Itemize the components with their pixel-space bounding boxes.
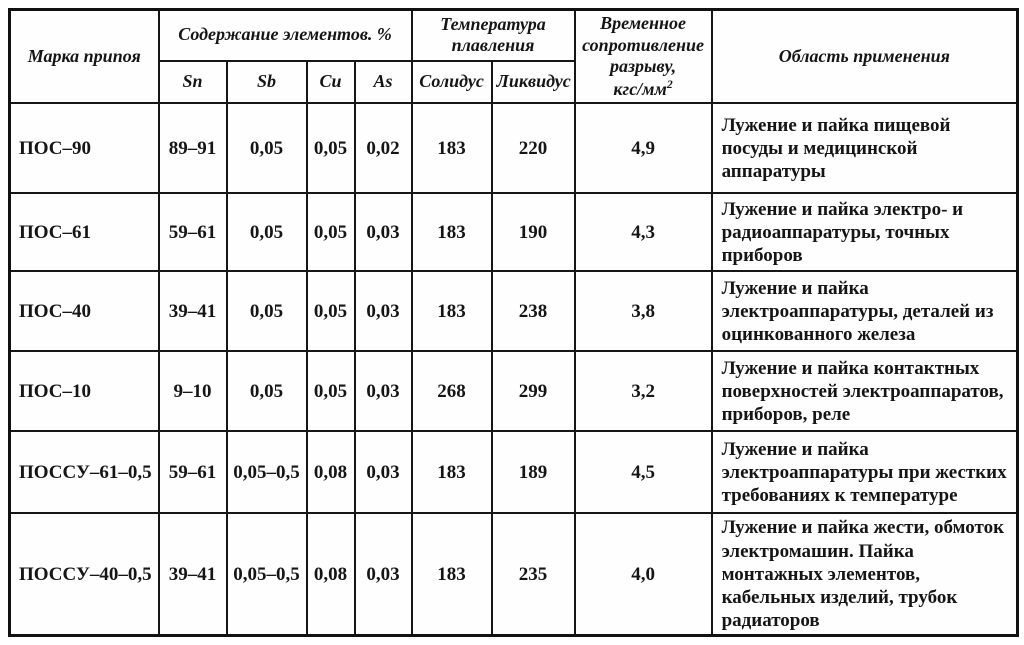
table-header [10, 10, 1018, 104]
cell-cu: 0,08 [307, 431, 355, 513]
table-row [10, 513, 1018, 635]
table-row [10, 193, 1018, 271]
table-row [10, 271, 1018, 351]
cell-mark: ПОС–40 [10, 271, 159, 351]
cell-solidus: 268 [412, 351, 492, 431]
cell-sb: 0,05–0,5 [227, 431, 307, 513]
cell-as: 0,03 [355, 351, 412, 431]
col-header-melting-group: Температура плавления [412, 10, 575, 61]
cell-application: Лужение и пайка электро- и радиоаппаратуры, точных приборов [712, 193, 1018, 271]
col-header-as: As [355, 61, 412, 104]
cell-solidus: 183 [412, 513, 492, 635]
table-row [10, 103, 1018, 193]
cell-sn: 9–10 [159, 351, 227, 431]
cell-cu: 0,05 [307, 351, 355, 431]
cell-solidus: 183 [412, 103, 492, 193]
cell-solidus: 183 [412, 271, 492, 351]
col-header-sn: Sn [159, 61, 227, 104]
cell-sn: 39–41 [159, 513, 227, 635]
cell-liquidus: 190 [492, 193, 575, 271]
cell-application: Лужение и пайка электроаппаратуры, деталей из оцинкованного железа [712, 271, 1018, 351]
col-header-cu: Cu [307, 61, 355, 104]
solder-grades-table [8, 8, 1019, 637]
cell-mark: ПОС–90 [10, 103, 159, 193]
cell-cu: 0,05 [307, 271, 355, 351]
cell-liquidus: 238 [492, 271, 575, 351]
col-header-solidus: Солидус [412, 61, 492, 104]
cell-application: Лужение и пайка пищевой посуды и медицинской аппаратуры [712, 103, 1018, 193]
strength-header-unit: кгс/$мм^2$ [613, 77, 673, 99]
cell-mark: ПОС–61 [10, 193, 159, 271]
strength-header-text: Временное сопротивление разрыву, [582, 13, 704, 77]
col-header-strength [575, 10, 712, 104]
cell-sb: 0,05 [227, 351, 307, 431]
col-header-liquidus: Ликвидус [492, 61, 575, 104]
cell-mark: ПОССУ–40–0,5 [10, 513, 159, 635]
cell-as: 0,03 [355, 431, 412, 513]
table-body [10, 103, 1018, 635]
cell-sn: 89–91 [159, 103, 227, 193]
cell-strength: 4,0 [575, 513, 712, 635]
cell-liquidus: 299 [492, 351, 575, 431]
cell-strength: 3,2 [575, 351, 712, 431]
cell-strength: 4,5 [575, 431, 712, 513]
cell-as: 0,02 [355, 103, 412, 193]
cell-as: 0,03 [355, 271, 412, 351]
cell-mark: ПОС–10 [10, 351, 159, 431]
cell-cu: 0,08 [307, 513, 355, 635]
cell-cu: 0,05 [307, 193, 355, 271]
col-header-sb: Sb [227, 61, 307, 104]
cell-sb: 0,05 [227, 193, 307, 271]
cell-sn: 39–41 [159, 271, 227, 351]
cell-application: Лужение и пайка контактных поверхностей электроаппаратов, приборов, реле [712, 351, 1018, 431]
cell-solidus: 183 [412, 193, 492, 271]
cell-application: Лужение и пайка электроаппаратуры при жестких требованиях к температуре [712, 431, 1018, 513]
cell-mark: ПОССУ–61–0,5 [10, 431, 159, 513]
cell-liquidus: 235 [492, 513, 575, 635]
cell-strength: 4,9 [575, 103, 712, 193]
cell-liquidus: 189 [492, 431, 575, 513]
cell-as: 0,03 [355, 513, 412, 635]
cell-solidus: 183 [412, 431, 492, 513]
cell-strength: 3,8 [575, 271, 712, 351]
cell-sb: 0,05 [227, 103, 307, 193]
cell-as: 0,03 [355, 193, 412, 271]
col-header-content-group: Содержание элементов. % [159, 10, 412, 61]
cell-sn: 59–61 [159, 431, 227, 513]
table-row [10, 431, 1018, 513]
cell-sb: 0,05–0,5 [227, 513, 307, 635]
cell-application: Лужение и пайка жести, обмоток электромашин. Пайка монтажных элементов, кабельных изделий, трубок радиаторов [712, 513, 1018, 635]
cell-strength: 4,3 [575, 193, 712, 271]
col-header-application: Область применения [712, 10, 1018, 104]
cell-sn: 59–61 [159, 193, 227, 271]
cell-cu: 0,05 [307, 103, 355, 193]
cell-sb: 0,05 [227, 271, 307, 351]
cell-liquidus: 220 [492, 103, 575, 193]
table-row [10, 351, 1018, 431]
col-header-mark: Марка припоя [10, 10, 159, 104]
strength-unit-superscript: 2 [666, 77, 673, 91]
